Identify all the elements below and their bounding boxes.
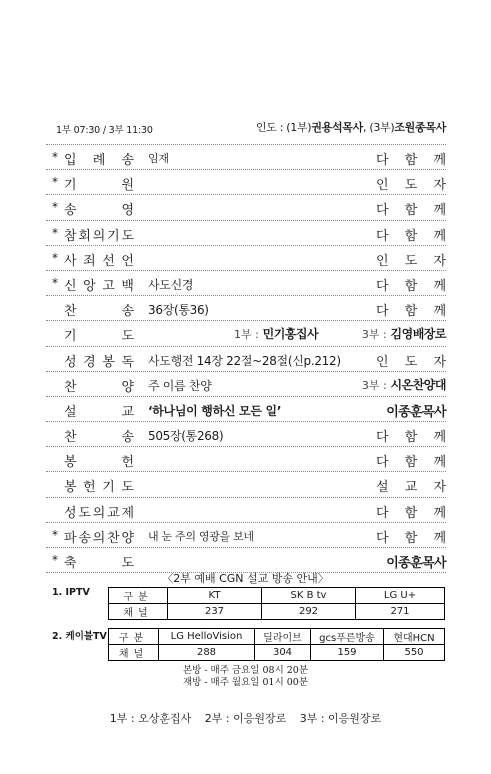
order-label: 설 교 [64,404,134,420]
order-label: 성 도 의 교 제 [64,505,134,521]
order-label: 봉 헌 기 도 [64,480,134,496]
order-label: 성 경 봉 독 [64,354,134,370]
cable-provider: 딜라이브 [255,629,311,645]
standing-marker: * [52,250,58,265]
service-header [46,119,446,137]
leader-3: 조원종목사 [394,121,446,134]
order-person: 설 교 자 [376,480,446,496]
order-row [46,271,446,296]
footer-item: 3부 : 이응원장로 [299,712,382,725]
iptv-label: 1. IPTV [52,587,90,598]
cable-channel-label: 채널 [109,645,159,661]
cable-channel: 159 [311,645,384,661]
service-times: 1부 07:30 / 3부 11:30 [56,125,153,136]
leader-1: 권용석목사 [311,121,363,134]
iptv-channel: 271 [356,604,445,620]
order-label: 기 원 [64,178,134,194]
cable-header-label: 구분 [109,629,159,645]
iptv-provider: SK B tv [262,588,356,604]
order-label: 파 송 의 찬 양 [64,530,134,546]
footer-assignments [0,710,491,726]
order-row [46,246,446,271]
iptv-provider: KT [168,588,262,604]
order-person: 다 함 께 [376,430,446,446]
order-person: 다 함 께 [376,530,446,546]
iptv-header-label: 구분 [109,588,168,604]
order-label: 찬 송 [64,304,134,320]
cable-provider: 현대HCN [384,629,445,645]
iptv-provider: LG U+ [356,588,445,604]
order-person: 다 함 께 [376,505,446,521]
footer-item: 1부 : 오상훈집사 [109,712,192,725]
order-content: 36장(통36) [148,303,209,318]
rebroadcast-time: 재방 - 매주 월요일 01시 00분 [182,677,309,688]
cable-channel: 550 [384,645,445,661]
standing-marker: * [52,527,58,542]
order-content: 내 눈 주의 영광을 보네 [148,529,254,543]
prayer-1st-service: 1부 : 민기홍집사 [234,327,319,342]
order-person: 다 함 께 [376,203,446,219]
broadcast-schedule [0,665,491,689]
order-row [46,144,446,170]
order-row [46,397,446,422]
order-label: 사 죄 선 언 [64,253,134,269]
order-label: 봉 헌 [64,455,134,471]
footer-item: 2부 : 이응원장로 [204,712,287,725]
standing-marker: * [52,175,58,190]
order-content: ‘하나님이 행하신 모든 일’ [148,403,282,418]
iptv-channel-label: 채널 [109,604,168,620]
iptv-channel: 237 [168,604,262,620]
order-content: 주 이름 찬양 [148,378,212,393]
standing-marker: * [52,275,58,290]
iptv-table [108,587,445,620]
order-row [46,472,446,497]
order-person: 인 도 자 [376,354,446,370]
order-person: 인 도 자 [376,178,446,194]
order-row [46,447,446,472]
cable-channel: 304 [255,645,311,661]
choir: 3부 : 시온찬양대 [361,377,446,392]
cable-provider: gcs푸른방송 [311,629,384,645]
order-content: 사도행전 14장 22절~28절(신p.212) [148,353,341,368]
order-of-worship [46,144,446,573]
order-content: 임재 [148,152,169,165]
order-row [46,422,446,447]
order-row [46,170,446,195]
order-content: 505장(통268) [148,429,224,444]
cable-label: 2. 케이블TV [52,631,107,642]
cable-table [108,628,445,661]
order-label: 기 도 [64,329,134,345]
order-label: 송 영 [64,203,134,219]
order-person: 다 함 께 [376,455,446,471]
order-label: 참 회 의 기 도 [64,228,134,244]
standing-marker: * [52,553,58,567]
order-content: 사도신경 [148,277,194,292]
standing-marker: * [52,150,58,164]
iptv-channel: 292 [262,604,356,620]
order-row [46,347,446,372]
order-person: 다 함 께 [376,228,446,244]
order-person: 인 도 자 [376,253,446,269]
cable-channel: 288 [159,645,255,661]
standing-marker: * [52,200,58,215]
order-row [46,372,446,397]
order-label: 찬 송 [64,430,134,446]
order-row [46,523,446,548]
leaders-line: 인도 : (1부)권용석목사, (3부)조원종목사 [255,121,446,134]
order-row [46,221,446,246]
broadcast-time: 본방 - 매주 금요일 08시 20분 [182,665,309,676]
order-person: 다 함 께 [376,278,446,294]
cgn-title: 〈2부 예배 CGN 설교 방송 안내〉 [162,572,329,585]
order-label: 축 도 [64,556,134,571]
standing-marker: * [52,225,58,240]
order-label: 신 앙 고 백 [64,278,134,294]
order-person: 이종훈목사 [386,404,446,420]
order-row [46,296,446,321]
order-person: 다 함 께 [376,304,446,320]
order-row [46,321,446,346]
order-row [46,498,446,523]
order-row [46,195,446,220]
order-person: 이종훈목사 [386,556,446,571]
prayer-3rd-service: 3부 : 김영배장로 [361,327,446,342]
order-person: 다 함 께 [376,153,446,168]
cable-provider: LG HelloVision [159,629,255,645]
order-label: 찬 양 [64,379,134,395]
order-label: 입 례 송 [64,153,134,168]
